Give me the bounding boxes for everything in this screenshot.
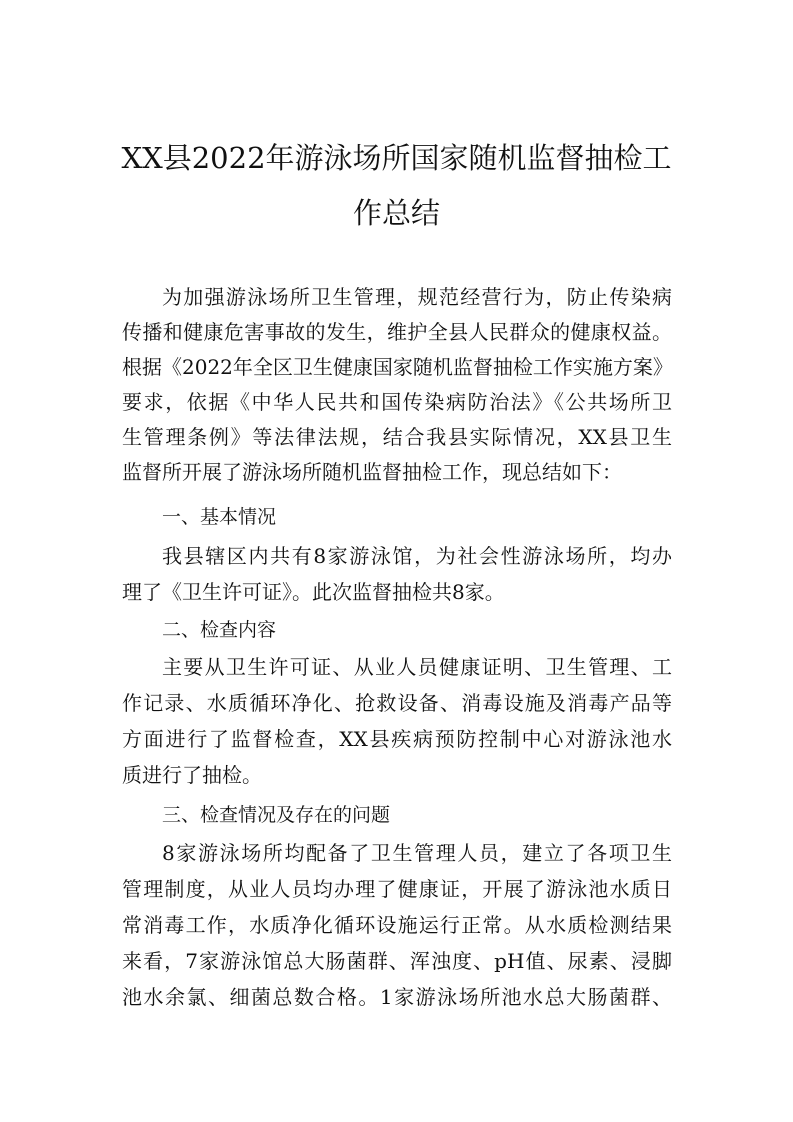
section-heading-inspection-content: 二、检查内容 (162, 619, 277, 641)
paragraph-line: 方面进行了监督检查，XX县疾病预防控制中心对游泳池水 (122, 727, 672, 751)
paragraph-line: 生管理条例》等法律法规，结合我县实际情况，XX县卫生 (122, 425, 672, 449)
paragraph-line: 作记录、水质循环净化、抢救设备、消毒设施及消毒产品等 (122, 691, 672, 715)
paragraph-line: 根据《2022年全区卫生健康国家随机监督抽检工作实施方案》 (122, 355, 673, 379)
section-heading-basic-info: 一、基本情况 (162, 506, 277, 528)
paragraph-line: 质进行了抽检。 (122, 763, 262, 787)
paragraph-line: 池水余氯、细菌总数合格。1家游泳场所池水总大肠菌群、 (122, 985, 672, 1009)
paragraph-line: 传播和健康危害事故的发生，维护全县人民群众的健康权益。 (122, 320, 672, 344)
paragraph-line: 要求，依据《中华人民共和国传染病防治法》《公共场所卫 (122, 390, 672, 414)
paragraph-line: 为加强游泳场所卫生管理，规范经营行为，防止传染病 (162, 285, 672, 309)
paragraph-line: 常消毒工作，水质净化循环设施运行正常。从水质检测结果 (122, 913, 672, 937)
paragraph-line: 监督所开展了游泳场所随机监督抽检工作，现总结如下： (122, 460, 622, 484)
paragraph-line: 我县辖区内共有8家游泳馆，为社会性游泳场所，均办 (162, 544, 672, 568)
document-title-line-1: XX县2022年游泳场所国家随机监督抽检工 (121, 141, 672, 175)
paragraph-line: 理了《卫生许可证》。此次监督抽检共8家。 (122, 580, 505, 604)
paragraph-line: 管理制度，从业人员均办理了健康证，开展了游泳池水质日 (122, 877, 672, 901)
paragraph-line: 8家游泳场所均配备了卫生管理人员，建立了各项卫生 (162, 841, 672, 865)
document-title-line-2: 作总结 (352, 196, 440, 230)
section-heading-findings: 三、检查情况及存在的问题 (162, 804, 391, 826)
paragraph-line: 主要从卫生许可证、从业人员健康证明、卫生管理、工 (162, 655, 672, 679)
paragraph-line: 来看，7家游泳馆总大肠菌群、浑浊度、pH值、尿素、浸脚 (122, 949, 672, 973)
